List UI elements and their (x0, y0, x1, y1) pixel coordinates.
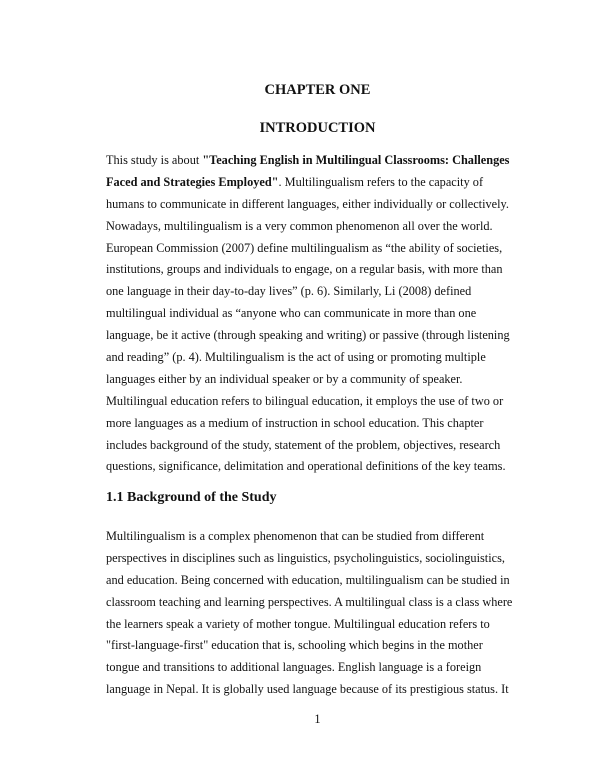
text-line: humans to communicate in different languages, either individually or collectively. (106, 196, 509, 211)
text-line: "first-language-first" education that is, schooling which begins in the mother (106, 638, 483, 653)
text-run: This study is about (106, 153, 203, 167)
section-title: INTRODUCTION (259, 120, 376, 136)
page-number: 1 (314, 712, 321, 726)
chapter-title: CHAPTER ONE (264, 82, 371, 98)
text-line: perspectives in disciplines such as linguistics, psycholinguistics, sociolinguistics, (106, 550, 505, 565)
text-line: languages either by an individual speaker or by a community of speaker. (106, 371, 463, 386)
text-line: Multilingual education refers to bilingual education, it employs the use of two or (106, 393, 504, 408)
text-line: European Commission (2007) define multilingualism as “the ability of societies, (106, 240, 503, 255)
text-line: and education. Being concerned with education, multilingualism can be studied in (106, 572, 510, 587)
text-line (106, 172, 536, 194)
text-line: one language in their day-to-day lives” (p. 6). Similarly, Li (2008) defined (106, 284, 472, 299)
text-line: classroom teaching and learning perspectives. A multilingual class is a class where (106, 594, 513, 609)
study-title-bold: "Teaching English in Multilingual Classrooms: Challenges (202, 153, 510, 167)
text-line: language in Nepal. It is globally used language because of its prestigious status. It (106, 682, 509, 697)
text-line: and reading” (p. 4). Multilingualism is the act of using or promoting multiple (106, 350, 486, 365)
study-title-bold: Faced and Strategies Employed" (106, 174, 279, 189)
text-line: language, be it active (through speaking and writing) or passive (through listening (106, 328, 510, 343)
subsection-heading: 1.1 Background of the Study (106, 490, 277, 505)
text-run: . Multilingualism refers to the capacity of (278, 174, 484, 189)
text-line: Nowadays, multilingualism is a very common phenomenon all over the world. (106, 218, 493, 233)
text-line: the learners speak a variety of mother tongue. Multilingual education refers to (106, 616, 490, 631)
text-line (106, 150, 536, 172)
text-line: more languages as a medium of instruction in school education. This chapter (106, 415, 484, 430)
background-paragraph (106, 526, 536, 701)
text-line: institutions, groups and individuals to engage, on a regular basis, with more than (106, 262, 503, 277)
text-line: questions, significance, delimitation and operational definitions of the key teams. (106, 459, 506, 474)
text-line: multilingual individual as “anyone who can communicate in more than one (106, 306, 477, 321)
text-line: Multilingualism is a complex phenomenon that can be studied from different (106, 529, 485, 543)
text-line: tongue and transitions to additional languages. English language is a foreign (106, 660, 482, 675)
intro-paragraph (106, 150, 536, 478)
text-line: includes background of the study, statement of the problem, objectives, research (106, 437, 501, 452)
